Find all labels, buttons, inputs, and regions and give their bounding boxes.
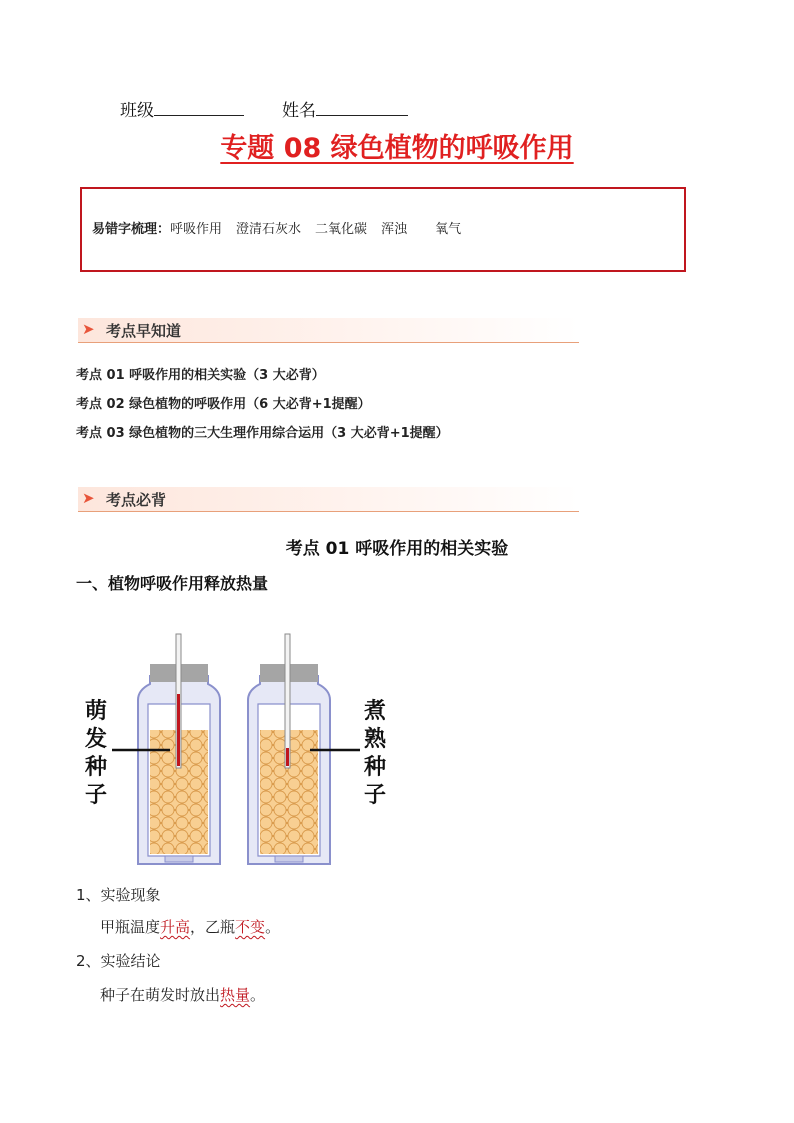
name-blank[interactable] (316, 99, 408, 116)
q1-text: 甲瓶温度 (100, 918, 161, 936)
section-heading-overview (78, 318, 579, 343)
q2-title: 2、实验结论 (76, 952, 161, 970)
q1-answer-blank: 升高 (160, 918, 191, 936)
label-char-left: 子 (84, 782, 108, 808)
class-label: 班级 (120, 101, 154, 121)
label-char-right: 熟 (363, 726, 387, 752)
toc-item[interactable]: 考点 03 绿色植物的三大生理作用综合运用（3 大必背+1提醒） (76, 426, 449, 441)
section-heading-label: 考点必背 (106, 491, 167, 509)
error-word: 澄清石灰水 (236, 222, 302, 237)
subheading: 一、植物呼吸作用释放热量 (76, 574, 269, 593)
toc-item[interactable]: 考点 01 呼吸作用的相关实验（3 大必背） (76, 368, 325, 383)
point-subtitle: 考点 01 呼吸作用的相关实验 (285, 539, 509, 559)
q2-text: 种子在萌发时放出 (100, 986, 221, 1004)
page-title: 专题 08 绿色植物的呼吸作用 (220, 133, 574, 164)
error-word: 氧气 (435, 222, 462, 237)
label-char-left: 发 (84, 726, 108, 752)
section-heading-must-know (78, 487, 579, 512)
class-name-line (120, 96, 408, 121)
q2-answer (100, 984, 265, 1005)
q1-title: 1、实验现象 (76, 886, 161, 904)
class-blank[interactable] (154, 99, 244, 116)
error-word: 呼吸作用 (170, 222, 223, 237)
arrow-icon: ➤ (82, 489, 95, 507)
q1-answer-blank: 不变 (235, 918, 266, 936)
q1-text: ，乙瓶 (190, 918, 236, 936)
toc-item[interactable]: 考点 02 绿色植物的呼吸作用（6 大必背+1提醒） (76, 397, 371, 412)
name-label: 姓名 (282, 101, 316, 121)
label-char-right: 种 (363, 754, 387, 780)
seed-bottles-figure (70, 628, 400, 868)
q2-answer-blank: 热量 (220, 986, 251, 1004)
q1-answer (100, 916, 280, 937)
error-words-line (92, 218, 461, 237)
error-word: 浑浊 (381, 222, 408, 237)
q1-text: 。 (265, 918, 281, 936)
arrow-icon: ➤ (82, 320, 95, 338)
label-char-left: 萌 (84, 698, 108, 724)
label-char-right: 煮 (363, 698, 387, 724)
section-heading-label: 考点早知道 (106, 322, 182, 340)
q2-text: 。 (250, 986, 266, 1004)
error-word: 二氧化碳 (315, 222, 368, 237)
label-char-right: 子 (363, 782, 387, 808)
error-words-label: 易错字梳理： (92, 222, 171, 237)
label-char-left: 种 (84, 754, 108, 780)
